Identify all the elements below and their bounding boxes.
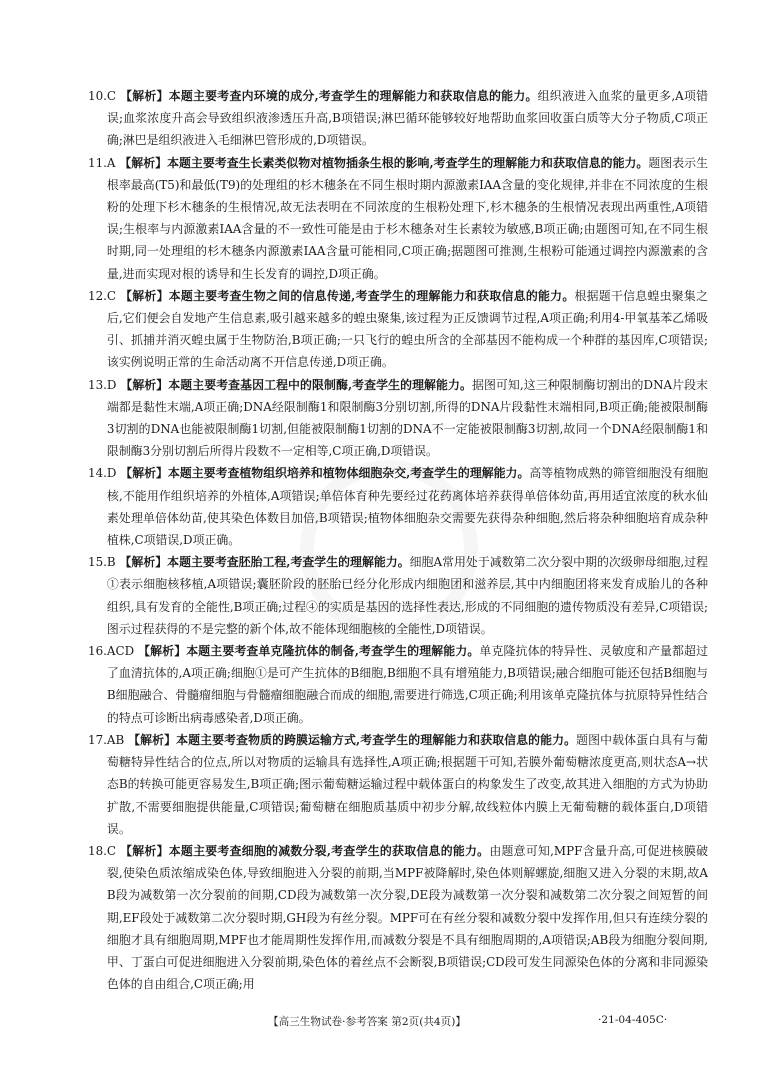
analysis-text: 据图可知,这三种限制酶切割出的DNA片段末端都是黏性末端,A项正确;DNA经限制酶1和限制酶3分别切割,所得的DNA片段黏性末端相同,B项正确;能被限制酶3切割的DNA也能被限制酶1切割,但能被限制酶1切割的DNA不一定能被限制酶3切割,故同一个DNA经限制酶1和限制酶3分别切割后所得片段数不一定相等,C项正确,D项错误。 xyxy=(106,377,708,459)
analysis-lead: 本题主要考查物质的跨膜运输方式,考查学生的理解能力和获取信息的能力。 xyxy=(176,732,577,747)
answer-body xyxy=(107,152,708,285)
analysis-lead: 本题主要考查基因工程中的限制酶,考查学生的理解能力。 xyxy=(168,377,472,392)
analysis-tag: 【解析】 xyxy=(119,155,168,170)
analysis-lead: 本题主要考查单克隆抗体的制备,考查学生的理解能力。 xyxy=(186,644,480,659)
analysis-tag: 【解析】 xyxy=(119,555,168,570)
analysis-text: 题图中载体蛋白具有与葡萄糖特异性结合的位点,所以对物质的运输具有选择性,A项正确;根据题干可知,若膜外葡萄糖浓度更高,则状态A→状态B的转换可能更容易发生,B项正确;图示葡萄糖运输过程中载体蛋白的构象发生了改变,故其进入细胞的方式为协助扩散,不需要细胞提供能量,C项错误;葡萄糖在细胞质基质中初步分解,故线粒体内膜上无葡萄糖的载体蛋白,D项错误。 xyxy=(106,732,708,836)
question-number: 13. xyxy=(88,377,107,392)
question-number: 16. xyxy=(88,644,107,659)
analysis-text: 组织液进入血浆的量更多,A项错误;血浆浓度升高会导致组织液渗透压升高,B项错误;淋巴循环能够较好地帮助血浆回收蛋白质等大分子物质,C项正确;淋巴是组织液进入毛细淋巴管形成的,D项错误。 xyxy=(106,89,708,148)
answer-body xyxy=(107,85,708,152)
analysis-tag: 【解析】 xyxy=(120,89,169,103)
answer-body xyxy=(107,462,708,551)
answer-item xyxy=(88,152,708,285)
answer-key-page xyxy=(88,85,708,995)
analysis-lead: 本题主要考查内环境的成分,考查学生的理解能力和获取信息的能力。 xyxy=(168,89,538,103)
analysis-lead: 本题主要考查胚胎工程,考查学生的理解能力。 xyxy=(167,555,410,570)
answer-letter: D xyxy=(106,466,117,481)
analysis-lead: 本题主要考查生长素类似物对植物插条生根的影响,考查学生的理解能力和获取信息的能力。 xyxy=(167,155,649,170)
analysis-lead: 本题主要考查生物之间的信息传递,考查学生的理解能力和获取信息的能力。 xyxy=(168,288,575,303)
analysis-text: 题图表示生根率最高(T5)和最低(T9)的处理组的杉木穗条在不同生根时期内源激素IAA含量的变化规律,并非在不同浓度的生根粉的处理下杉木穗条的生根情况,故无法表明在不同浓度的生根粉处理下,杉木穗条的生根情况表现出两重性,A项错误;生根率与内源激素IAA含量的不一致性可能是由于杉木穗条对生长素较为敏感,B项正确;由题图可知,在不同生根时期,同一处理组的杉木穗条内源激素IAA含量可能相同,C项正确;据题图可推测,生根粉可能通过调控内源激素的含量,进而实现对根的诱导和生长发育的调控,D项正确。 xyxy=(106,155,708,281)
analysis-tag: 【解析】 xyxy=(120,288,169,303)
answer-letter: C xyxy=(106,843,117,858)
analysis-text: 由题意可知,MPF含量升高,可促进核膜破裂,使染色质浓缩成染色体,导致细胞进入分裂的前期,当MPF被降解时,染色体则解螺旋,细胞又进入分裂的末期,故AB段为减数第一次分裂前的间期,CD段为减数第一次分裂,DE段为减数第一次分裂和减数第二次分裂之间短暂的间期,EF段处于减数第二次分裂时期,GH段为有丝分裂。MPF可在有丝分裂和减数分裂中发挥作用,但只有连续分裂的细胞才具有细胞周期,MPF也才能周期性发挥作用,而减数分裂是不具有细胞周期的,A项错误;AB段为细胞分裂间期,甲、丁蛋白可促进细胞进入分裂前期,染色体的着丝点不会断裂,B项错误;CD段可发生同源染色体的分离和非同源染色体的自由组合,C项正确;用 xyxy=(106,843,709,992)
question-number: 12. xyxy=(88,288,107,303)
analysis-tag: 【解析】 xyxy=(120,843,169,858)
answer-body xyxy=(107,840,708,995)
question-number: 11. xyxy=(88,155,107,170)
question-number: 18. xyxy=(88,843,107,858)
answer-item xyxy=(88,374,708,463)
analysis-text: 高等植物成熟的筛管细胞没有细胞核,不能用作组织培养的外植体,A项错误;单倍体育种先要经过花药离体培养获得单倍体幼苗,再用适宜浓度的秋水仙素处理单倍体幼苗,使其染色体数目加倍,B项错误;植物体细胞杂交需要先获得杂种细胞,然后将杂种细胞培育成杂种植株,C项错误,D项正确。 xyxy=(106,466,708,548)
answer-letter: B xyxy=(106,555,116,570)
answer-body xyxy=(107,729,708,840)
analysis-text: 细胞A常用处于减数第二次分裂中期的次级卵母细胞,过程①表示细胞核移植,A项错误;囊胚阶段的胚胎已经分化形成内细胞团和滋养层,其中内细胞团将来发育成胎儿的各种组织,具有发育的全能性,B项正确;过程④的实质是基因的选择性表达,形成的不同细胞的遗传物质没有差异,C项错误;图示过程获得的不是完整的新个体,故不能体现细胞核的全能性,D项错误。 xyxy=(106,555,709,636)
answer-list xyxy=(88,85,708,995)
analysis-lead: 本题主要考查植物组织培养和植物体细胞杂交,考查学生的理解能力。 xyxy=(167,466,530,481)
answer-letter: D xyxy=(106,377,117,392)
answer-letter: AB xyxy=(106,732,125,747)
analysis-tag: 【解析】 xyxy=(128,732,177,747)
answer-letter: A xyxy=(106,155,116,170)
analysis-tag: 【解析】 xyxy=(120,466,168,481)
question-number: 10. xyxy=(88,89,107,103)
answer-body xyxy=(107,285,708,374)
answer-item xyxy=(88,840,708,995)
answer-letter: C xyxy=(106,288,117,303)
analysis-tag: 【解析】 xyxy=(138,644,187,659)
answer-body xyxy=(107,551,708,640)
answer-body xyxy=(107,374,708,463)
answer-letter: ACD xyxy=(106,644,135,659)
answer-body xyxy=(107,640,708,729)
answer-item xyxy=(88,640,708,729)
answer-item xyxy=(88,551,708,640)
question-number: 15. xyxy=(88,555,107,570)
question-number: 14. xyxy=(88,466,107,481)
answer-item xyxy=(88,85,708,152)
footer-title: 【高三生物试卷·参考答案 第2页(共4页)】 xyxy=(268,1016,466,1028)
question-number: 17. xyxy=(88,732,107,747)
analysis-text: 根据题干信息蝗虫聚集之后,它们便会自发地产生信息素,吸引越来越多的蝗虫聚集,该过程为正反馈调节过程,A项正确;利用4-甲氧基苯乙烯吸引、抓捕并消灭蝗虫属于生物防治,B项正确;一只飞行的蝗虫所含的全部基因不能构成一个种群的基因库,C项错误;该实例说明正常的生命活动离不开信息传递,D项正确。 xyxy=(106,288,708,370)
analysis-tag: 【解析】 xyxy=(120,377,169,392)
answer-item xyxy=(88,729,708,840)
analysis-text: 单克隆抗体的特异性、灵敏度和产量都超过了血清抗体的,A项正确;细胞①是可产生抗体的B细胞,B细胞不具有增殖能力,B项错误;融合细胞可能还包括B细胞与B细胞融合、骨髓瘤细胞与骨髓瘤细胞融合而成的细胞,需要进行筛选,C项正确;利用该单克隆抗体与抗原特异性结合的特点可诊断出病毒感染者,D项正确。 xyxy=(106,644,708,725)
footer-code: ·21-04-405C· xyxy=(598,1014,668,1026)
answer-item xyxy=(88,285,708,374)
answer-item xyxy=(88,462,708,551)
answer-letter: C xyxy=(106,89,117,103)
analysis-lead: 本题主要考查细胞的减数分裂,考查学生的获取信息的能力。 xyxy=(168,843,490,858)
